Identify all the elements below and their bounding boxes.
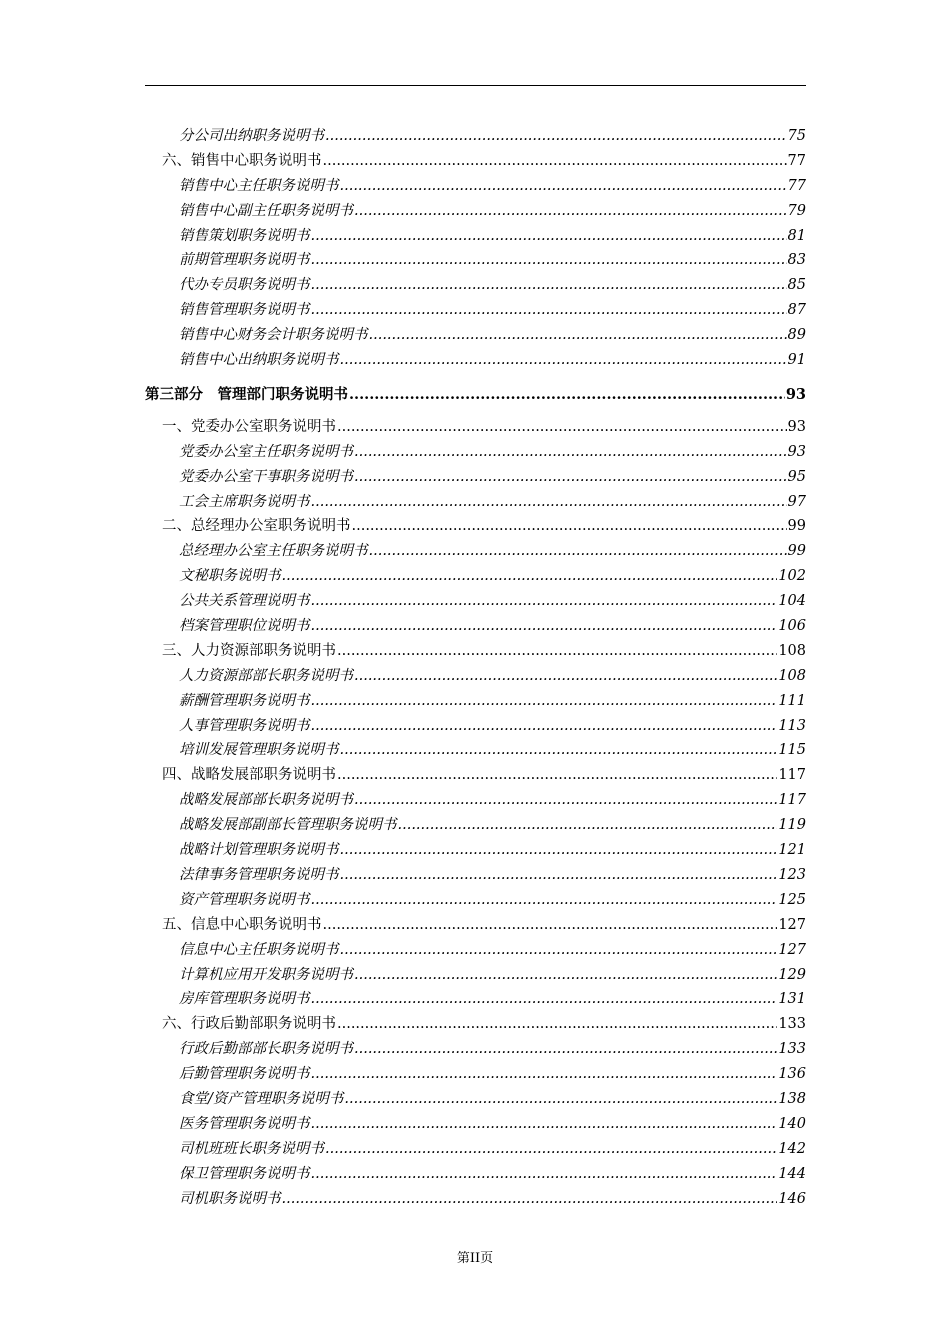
toc-page-number: 81 <box>787 227 806 244</box>
toc-page-number: 91 <box>787 352 806 369</box>
toc-entry-title: 党委办公室干事职务说明书 <box>179 468 353 485</box>
toc-dot-leader <box>340 348 787 373</box>
toc-page-number: 83 <box>787 252 806 269</box>
toc-entry-title: 销售策划职务说明书 <box>179 227 310 244</box>
toc-entry-title: 房库管理职务说明书 <box>179 991 310 1008</box>
toc-entry-title: 公共关系管理说明书 <box>179 593 310 610</box>
toc-dot-leader <box>311 614 778 639</box>
toc-page-number: 106 <box>778 618 806 635</box>
toc-subentry[interactable] <box>145 714 806 739</box>
toc-page-number: 136 <box>778 1066 806 1083</box>
toc-subentry[interactable] <box>145 938 806 963</box>
toc-dot-leader <box>311 248 787 273</box>
toc-entry-title: 档案管理职位说明书 <box>179 618 310 635</box>
toc-page-number: 133 <box>778 1016 806 1033</box>
toc-subentry[interactable] <box>145 1112 806 1137</box>
toc-dot-leader <box>311 490 787 515</box>
toc-page-number: 77 <box>787 152 806 169</box>
toc-subentry[interactable] <box>145 348 806 373</box>
toc-entry-title: 食堂/资产管理职务说明书 <box>179 1090 344 1107</box>
toc-page-number: 138 <box>778 1090 806 1107</box>
toc-entry-title: 战略发展部部长职务说明书 <box>179 792 353 809</box>
toc-page-number: 115 <box>778 742 806 759</box>
toc-subentry[interactable] <box>145 689 806 714</box>
toc-subentry[interactable] <box>145 539 806 564</box>
toc-part-heading[interactable] <box>145 378 806 412</box>
toc-page-number: 146 <box>778 1190 806 1207</box>
toc-dot-leader <box>311 714 778 739</box>
toc-page-number: 102 <box>778 568 806 585</box>
toc-dot-leader <box>369 323 787 348</box>
toc-page-number: 123 <box>778 866 806 883</box>
toc-page-number: 99 <box>787 518 806 535</box>
toc-entry-title: 行政后勤部部长职务说明书 <box>179 1041 353 1058</box>
toc-entry-title: 薪酬管理职务说明书 <box>179 692 310 709</box>
toc-dot-leader <box>340 938 778 963</box>
toc-dot-leader <box>349 378 785 412</box>
toc-subentry[interactable] <box>145 465 806 490</box>
toc-dot-leader <box>340 863 778 888</box>
toc-entry-title: 总经理办公室主任职务说明书 <box>179 543 368 560</box>
toc-entry-title: 后勤管理职务说明书 <box>179 1066 310 1083</box>
toc-page-number: 87 <box>787 302 806 319</box>
toc-page-number: 140 <box>778 1115 806 1132</box>
toc-page-number: 79 <box>787 202 806 219</box>
toc-section-entry[interactable] <box>145 514 806 539</box>
toc-entry-title: 六、销售中心职务说明书 <box>162 152 322 169</box>
toc-subentry[interactable] <box>145 273 806 298</box>
toc-subentry[interactable] <box>145 1062 806 1087</box>
toc-entry-title: 人力资源部部长职务说明书 <box>179 667 353 684</box>
toc-entry-title: 计算机应用开发职务说明书 <box>179 966 353 983</box>
toc-entry-title: 文秘职务说明书 <box>179 568 281 585</box>
toc-subentry[interactable] <box>145 224 806 249</box>
toc-page-number: 108 <box>778 642 806 659</box>
toc-dot-leader <box>311 1112 778 1137</box>
toc-page-number: 144 <box>778 1165 806 1182</box>
toc-entry-title: 二、总经理办公室职务说明书 <box>162 518 351 535</box>
toc-subentry[interactable] <box>145 298 806 323</box>
toc-page-number: 127 <box>778 941 806 958</box>
toc-dot-leader <box>354 465 787 490</box>
toc-entry-title: 五、信息中心职务说明书 <box>162 916 322 933</box>
toc-page-number: 99 <box>787 543 806 560</box>
toc-entry-title: 司机职务说明书 <box>179 1190 281 1207</box>
toc-entry-title: 信息中心主任职务说明书 <box>179 941 339 958</box>
toc-subentry[interactable] <box>145 738 806 763</box>
toc-subentry[interactable] <box>145 174 806 199</box>
toc-subentry[interactable] <box>145 888 806 913</box>
toc-section-entry[interactable] <box>145 149 806 174</box>
toc-dot-leader <box>311 689 778 714</box>
toc-subentry[interactable] <box>145 1037 806 1062</box>
toc-dot-leader <box>354 664 777 689</box>
toc-dot-leader <box>337 1012 777 1037</box>
toc-dot-leader <box>344 1087 777 1112</box>
toc-dot-leader <box>325 1137 777 1162</box>
toc-subentry[interactable] <box>145 1187 806 1212</box>
toc-dot-leader <box>354 199 787 224</box>
toc-dot-leader <box>352 514 787 539</box>
toc-dot-leader <box>311 298 787 323</box>
toc-section-entry[interactable] <box>145 763 806 788</box>
toc-subentry[interactable] <box>145 838 806 863</box>
toc-entry-title: 代办专员职务说明书 <box>179 277 310 294</box>
toc-dot-leader <box>354 440 787 465</box>
toc-subentry[interactable] <box>145 813 806 838</box>
toc-entry-title: 四、战略发展部职务说明书 <box>162 767 336 784</box>
toc-entry-title: 分公司出纳职务说明书 <box>179 128 324 144</box>
toc-dot-leader <box>311 1062 778 1087</box>
toc-page-number: 108 <box>778 667 806 684</box>
toc-page-number: 117 <box>778 792 806 809</box>
toc-subentry[interactable] <box>145 323 806 348</box>
toc-page-number: 75 <box>787 128 806 144</box>
toc-dot-leader <box>311 589 778 614</box>
toc-page-number: 89 <box>787 327 806 344</box>
toc-dot-leader <box>311 888 778 913</box>
toc-dot-leader <box>354 963 777 988</box>
toc-subentry[interactable] <box>145 124 806 149</box>
toc-page-number: 95 <box>787 468 806 485</box>
toc-page-number: 121 <box>778 842 806 859</box>
toc-entry-title: 前期管理职务说明书 <box>179 252 310 269</box>
toc-dot-leader <box>282 1187 778 1212</box>
toc-page-number: 127 <box>778 916 806 933</box>
toc-dot-leader <box>282 564 778 589</box>
toc-page-number: 93 <box>785 385 806 403</box>
toc-entry-title: 战略计划管理职务说明书 <box>179 842 339 859</box>
toc-dot-leader <box>323 913 778 938</box>
toc-subentry[interactable] <box>145 987 806 1012</box>
toc-page-number: 131 <box>778 991 806 1008</box>
toc-page-number: 93 <box>787 418 806 435</box>
toc-page-number: 133 <box>778 1041 806 1058</box>
toc-dot-leader <box>354 1037 777 1062</box>
toc-page-number: 113 <box>778 717 806 734</box>
toc-subentry[interactable] <box>145 664 806 689</box>
toc-subentry[interactable] <box>145 788 806 813</box>
toc-entry-title: 法律事务管理职务说明书 <box>179 866 339 883</box>
toc-page-number: 97 <box>787 493 806 510</box>
toc-subentry[interactable] <box>145 248 806 273</box>
toc-subentry[interactable] <box>145 564 806 589</box>
toc-subentry[interactable] <box>145 1162 806 1187</box>
toc-entry-title: 党委办公室主任职务说明书 <box>179 443 353 460</box>
toc-subentry[interactable] <box>145 1087 806 1112</box>
toc-dot-leader <box>340 738 778 763</box>
toc-dot-leader <box>337 415 787 440</box>
toc-page-number: 119 <box>778 817 806 834</box>
toc-section-entry[interactable] <box>145 913 806 938</box>
toc-dot-leader <box>337 763 777 788</box>
toc-entry-title: 保卫管理职务说明书 <box>179 1165 310 1182</box>
toc-page-number: 93 <box>787 443 806 460</box>
toc-section-entry[interactable] <box>145 1012 806 1037</box>
toc-entry-title: 工会主席职务说明书 <box>179 493 310 510</box>
toc-entry-title: 销售中心出纳职务说明书 <box>179 352 339 369</box>
toc-dot-leader <box>325 124 787 149</box>
toc-entry-title: 人事管理职务说明书 <box>179 717 310 734</box>
toc-dot-leader <box>398 813 778 838</box>
toc-subentry[interactable] <box>145 1137 806 1162</box>
toc-entry-title: 销售中心副主任职务说明书 <box>179 202 353 219</box>
toc-entry-title: 销售管理职务说明书 <box>179 302 310 319</box>
toc-dot-leader <box>340 174 787 199</box>
toc-dot-leader <box>311 987 778 1012</box>
toc-section-entry[interactable] <box>145 415 806 440</box>
toc-page-number: 129 <box>778 966 806 983</box>
toc-dot-leader <box>323 149 787 174</box>
toc-section-entry[interactable] <box>145 639 806 664</box>
toc-page-number: 142 <box>778 1140 806 1157</box>
toc-entry-title: 第三部分 管理部门职务说明书 <box>145 385 348 403</box>
toc-page-number: 111 <box>778 692 806 709</box>
page-footer: 第II页 <box>456 1251 494 1266</box>
toc-entry-title: 一、党委办公室职务说明书 <box>162 418 336 435</box>
toc-entry-title: 培训发展管理职务说明书 <box>179 742 339 759</box>
toc-dot-leader <box>337 639 777 664</box>
toc-subentry[interactable] <box>145 490 806 515</box>
toc-entry-title: 销售中心主任职务说明书 <box>179 177 339 194</box>
toc-page-number: 85 <box>787 277 806 294</box>
toc-dot-leader <box>311 273 787 298</box>
toc-page-number: 104 <box>778 593 806 610</box>
toc-subentry[interactable] <box>145 589 806 614</box>
toc-dot-leader <box>340 838 778 863</box>
toc-page-number: 125 <box>778 891 806 908</box>
toc-entry-title: 医务管理职务说明书 <box>179 1115 310 1132</box>
toc-page-number: 77 <box>787 177 806 194</box>
table-of-contents <box>145 124 806 1211</box>
toc-subentry[interactable] <box>145 199 806 224</box>
toc-subentry[interactable] <box>145 963 806 988</box>
toc-entry-title: 司机班班长职务说明书 <box>179 1140 324 1157</box>
toc-dot-leader <box>354 788 777 813</box>
toc-subentry[interactable] <box>145 614 806 639</box>
toc-subentry[interactable] <box>145 863 806 888</box>
toc-entry-title: 销售中心财务会计职务说明书 <box>179 327 368 344</box>
toc-subentry[interactable] <box>145 440 806 465</box>
toc-page-number: 117 <box>778 767 806 784</box>
toc-entry-title: 资产管理职务说明书 <box>179 891 310 908</box>
toc-dot-leader <box>311 224 787 249</box>
header-rule <box>145 85 806 86</box>
toc-entry-title: 三、人力资源部职务说明书 <box>162 642 336 659</box>
toc-dot-leader <box>369 539 787 564</box>
toc-dot-leader <box>311 1162 778 1187</box>
toc-entry-title: 六、行政后勤部职务说明书 <box>162 1016 336 1033</box>
toc-entry-title: 战略发展部副部长管理职务说明书 <box>179 817 397 834</box>
